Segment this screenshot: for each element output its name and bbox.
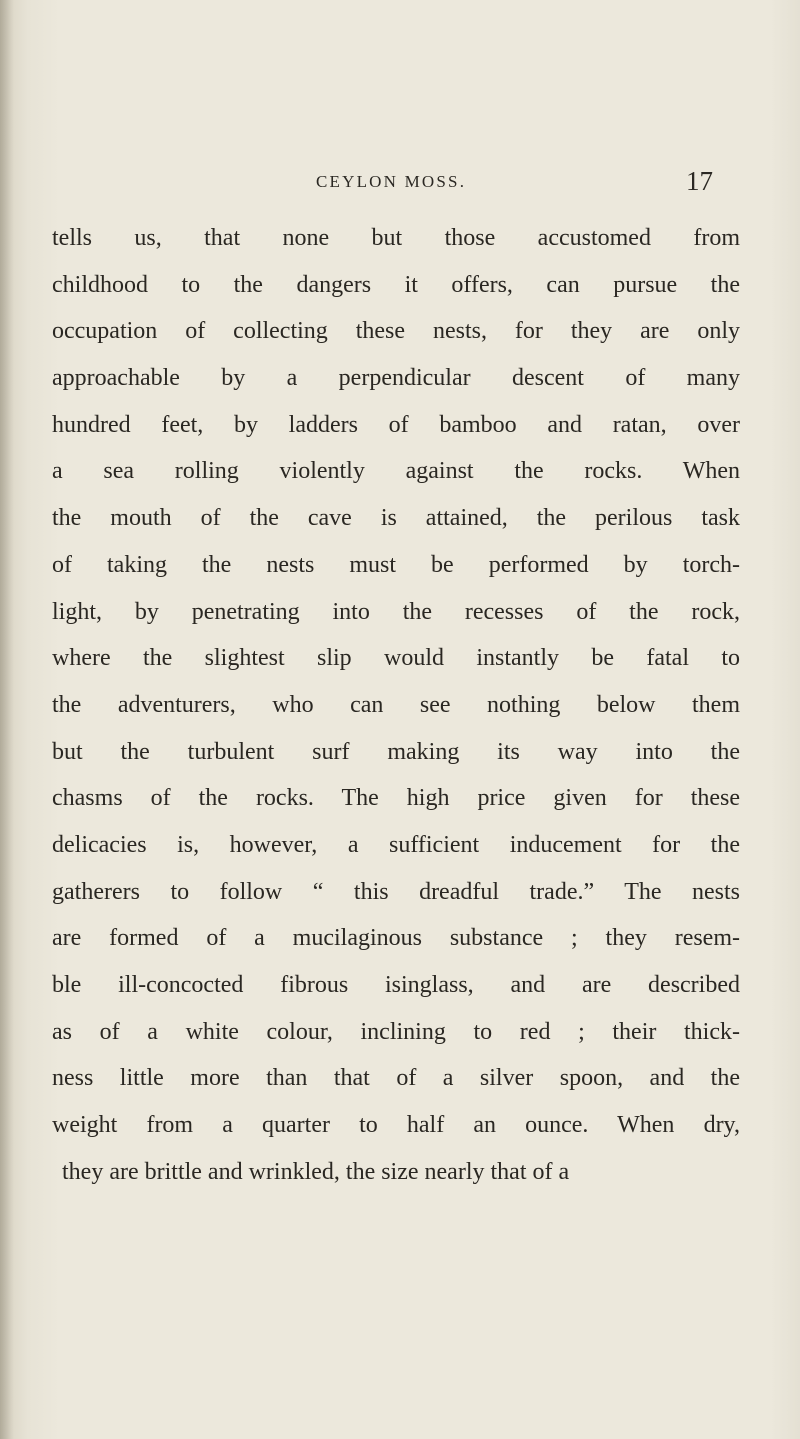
text-line: the mouth of the cave is attained, the perilous task	[52, 505, 740, 532]
text-line: weight from a quarter to half an ounce. When dry,	[52, 1112, 740, 1139]
gutter-shadow	[0, 0, 14, 1439]
text-line: delicacies is, however, a sufficient inducement for the	[52, 831, 740, 858]
text-line: ble ill-concocted fibrous isinglass, and are described	[52, 972, 740, 998]
text-line: as of a white colour, inclining to red ; their thick-	[52, 1018, 740, 1045]
text-line: hundred feet, by ladders of bamboo and ratan, over	[52, 411, 740, 438]
text-line: of taking the nests must be performed by torch-	[52, 551, 740, 578]
text-line: chasms of the rocks. The high price given for these	[52, 785, 740, 812]
text-line: gatherers to follow “ this dreadful trade.” The nests	[52, 878, 740, 905]
text-line: where the slightest slip would instantly be fatal to	[52, 645, 740, 672]
text-line: light, by penetrating into the recesses of the rock,	[52, 598, 740, 625]
body-text	[52, 215, 740, 1195]
running-head-title: CEYLON MOSS.	[316, 172, 467, 191]
text-line: childhood to the dangers it offers, can pursue the	[52, 271, 740, 298]
text-line: are formed of a mucilaginous substance ; they resem-	[52, 925, 740, 952]
text-line: ness little more than that of a silver spoon, and the	[52, 1065, 740, 1092]
text-line: a sea rolling violently against the rocks. When	[52, 458, 740, 485]
text-line: they are brittle and wrinkled, the size nearly that of a	[62, 1158, 570, 1185]
text-line: occupation of collecting these nests, for they are only	[52, 318, 740, 345]
text-line: approachable by a perpendicular descent of many	[52, 365, 740, 392]
text-line: tells us, that none but those accustomed from	[52, 225, 740, 251]
text-line: the adventurers, who can see nothing below them	[52, 691, 740, 718]
page-number: 17	[686, 166, 713, 196]
text-line: but the turbulent surf making its way into the	[52, 738, 740, 765]
running-head	[0, 168, 800, 198]
